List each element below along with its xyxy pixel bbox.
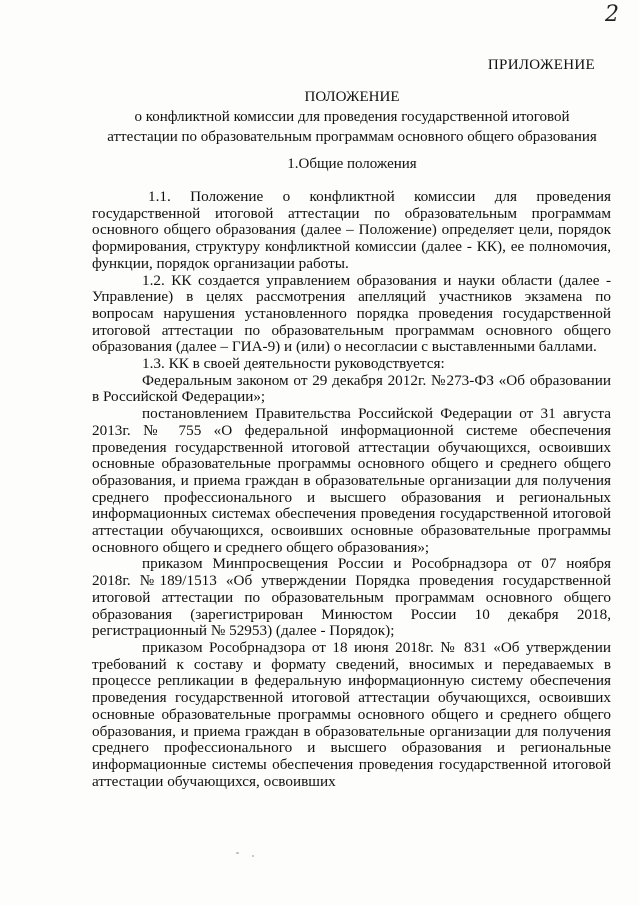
section-heading: 1.Общие положения	[287, 156, 417, 172]
title-line-2: аттестации по образовательным программам основного общего образования	[107, 129, 597, 145]
page-number: 2	[605, 2, 619, 27]
paragraph-1-3: 1.3. КК в своей деятельности руководствуется:	[142, 355, 445, 373]
paragraph-rosobrnadzor-order: приказом Рособрнадзора от 18 июня 2018г. № 831 «Об утверждении требований к составу и формату сведений, вносимых и передаваемых в процессе репликации в федеральную информационную систему обеспечения проведения государственной итоговой аттестации обучающихся, освоивших основные образовательные программы основного общего и среднего общего образования, и приема граждан в образовательные организации для получения среднего профессионального и высшего образования и региональные информационные системы обеспечения проведения государственной итоговой аттестации обучающихся, освоивших	[92, 638, 611, 790]
title-heading: ПОЛОЖЕНИЕ	[304, 89, 400, 105]
paragraph-1-2: 1.2. КК создается управлением образования и науки области (далее - Управление) в целях рассмотрения апелляций участников экзамена по вопросам нарушения установленного порядка проведения государственной итоговой аттестации по образовательным программам основного общего образования (далее – ГИА-9) и (или) о несогласии с выставленными баллами.	[92, 271, 611, 356]
document-body	[92, 182, 611, 790]
scan-speck	[236, 852, 239, 854]
scan-speck	[252, 855, 254, 857]
paragraph-ministry-order: приказом Минпросвещения России и Рособрнадзора от 07 ноября 2018г. №189/1513 «Об утверждении Порядка проведения государственной итоговой аттестации по образовательным программам основного общего образования (зарегистрирован Минюстом России 10 декабря 2018, регистрационный № 52953) (далее - Порядок);	[92, 555, 611, 640]
document-title	[92, 88, 612, 147]
paragraph-government-decree: постановлением Правительства Российской Федерации от 31 августа 2013г. № 755 «О федеральной информационной системе обеспечения проведения государственной итоговой аттестации обучающихся, освоивших основные образовательные программы основного общего и среднего общего образования, и приема граждан в образовательные организации для получения среднего профессионального и высшего образования и региональных информационных системах обеспечения проведения государственной итоговой аттестации обучающихся, освоивших основные образовательные программы основного общего и среднего общего образования»;	[92, 405, 611, 556]
title-line-1: о конфликтной комиссии для проведения государственной итоговой	[134, 109, 570, 125]
paragraph-1-1: 1.1. Положение о конфликтной комиссии для проведения государственной итоговой аттестации по образовательным программам основного общего образования (далее – Положение) определяет цели, порядок формирования, структуру конфликтной комиссии (далее - КК), ее полномочия, функции, порядок организации работы.	[92, 188, 611, 272]
paragraph-federal-law: Федеральным законом от 29 декабря 2012г. №273-ФЗ «Об образовании в Российской Федерации»;	[92, 371, 611, 406]
appendix-label: ПРИЛОЖЕНИЕ	[487, 57, 595, 73]
